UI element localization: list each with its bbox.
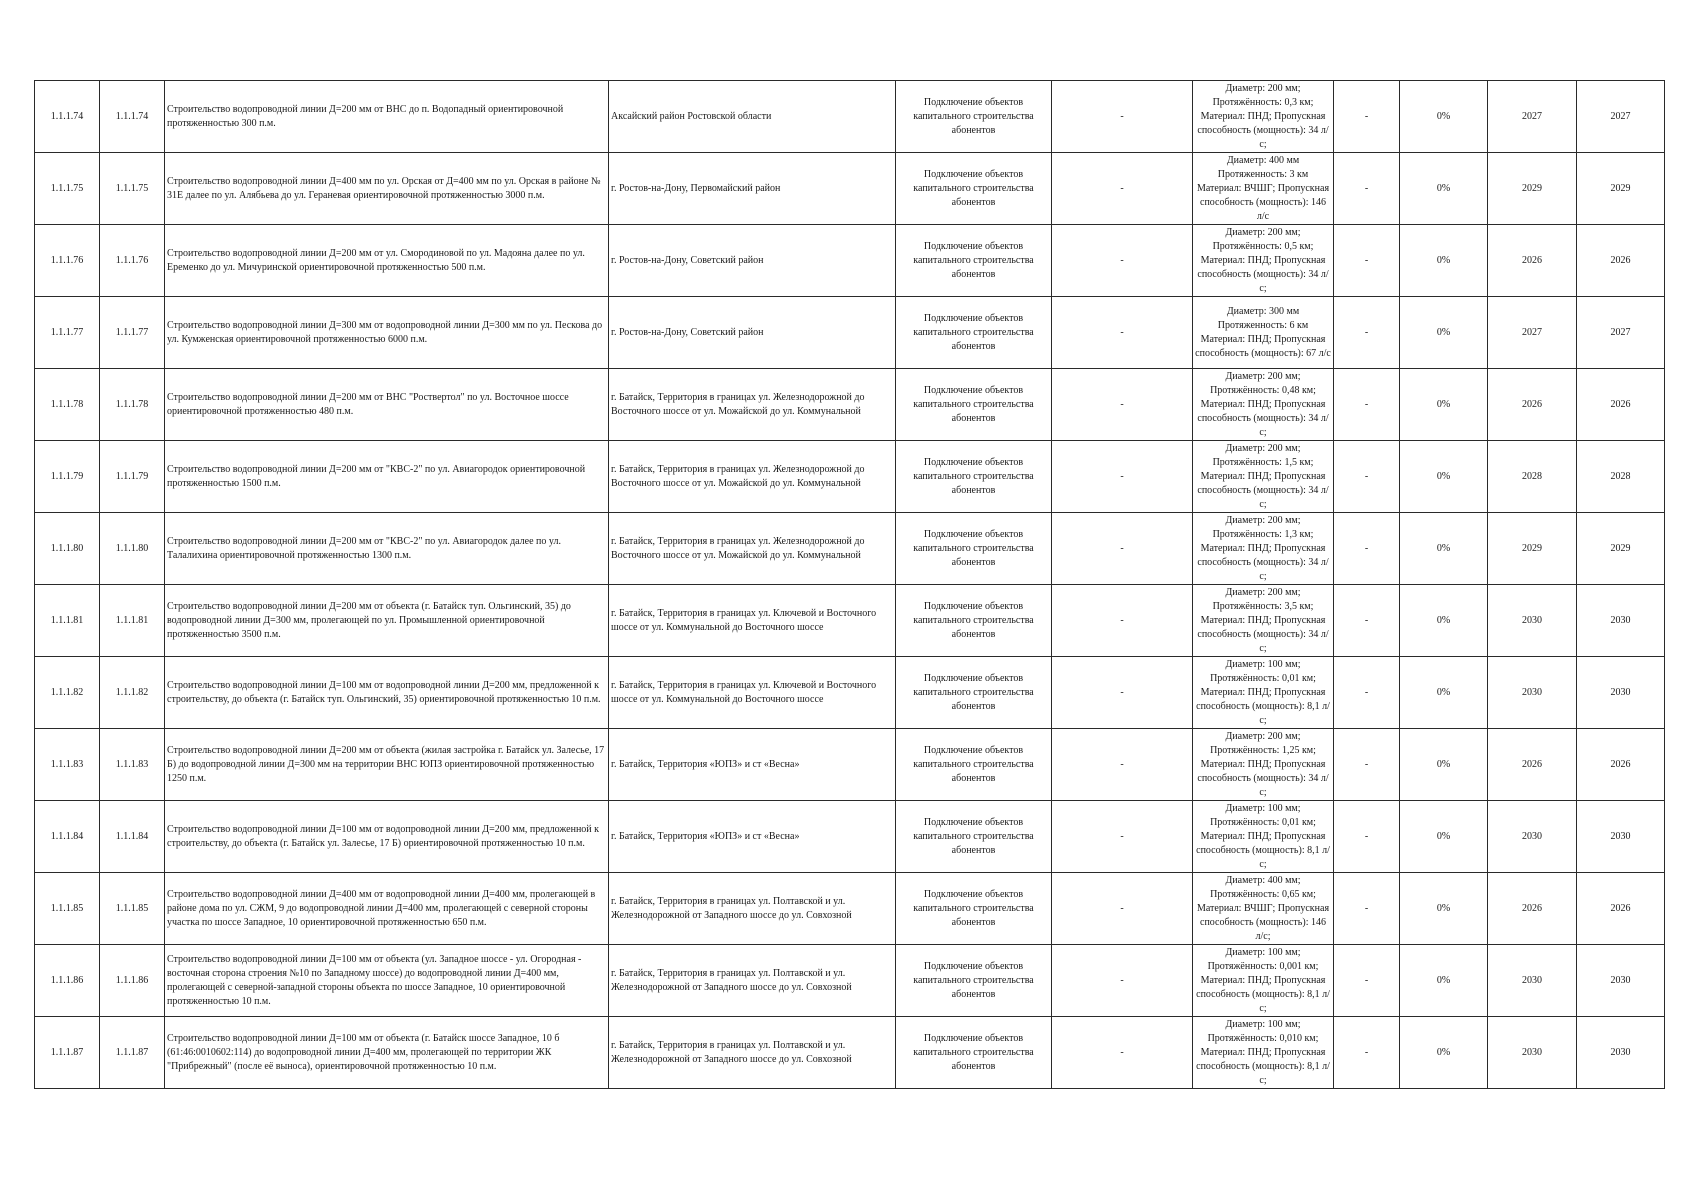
- end-year: 2028: [1577, 441, 1665, 513]
- project-location: г. Батайск, Территория «ЮПЗ» и ст «Весна»: [609, 729, 896, 801]
- start-year: 2030: [1488, 657, 1577, 729]
- start-year: 2027: [1488, 297, 1577, 369]
- project-name: Строительство водопроводной линии Д=300 мм от водопроводной линии Д=300 мм по ул. Пескова до ул. Кумженская ориентировочной протяженностью 6000 п.м.: [165, 297, 609, 369]
- row-number: 1.1.1.77: [35, 297, 100, 369]
- technical-spec: Диаметр: 100 мм; Протяжённость: 0,01 км; Материал: ПНД; Пропускная способность (мощность): 8,1 л/с;: [1193, 801, 1334, 873]
- row-code: 1.1.1.75: [100, 153, 165, 225]
- row-code: 1.1.1.87: [100, 1017, 165, 1089]
- project-location: г. Батайск, Территория в границах ул. Ключевой и Восточного шоссе от ул. Коммунальной до Восточного шоссе: [609, 657, 896, 729]
- project-purpose: Подключение объектов капитального строительства абонентов: [896, 585, 1052, 657]
- row-number: 1.1.1.84: [35, 801, 100, 873]
- completion-percent: 0%: [1400, 225, 1488, 297]
- table-row: [35, 585, 1665, 657]
- completion-percent: 0%: [1400, 657, 1488, 729]
- dash-cell: -: [1334, 1017, 1400, 1089]
- project-location: г. Батайск, Территория в границах ул. Полтавской и ул. Железнодорожной от Западного шоссе до ул. Совхозной: [609, 945, 896, 1017]
- project-location: г. Батайск, Территория в границах ул. Железнодорожной до Восточного шоссе от ул. Можайской до ул. Коммунальной: [609, 441, 896, 513]
- end-year: 2029: [1577, 153, 1665, 225]
- completion-percent: 0%: [1400, 873, 1488, 945]
- project-name: Строительство водопроводной линии Д=400 мм по ул. Орская от Д=400 мм по ул. Орская в районе № 31Е далее по ул. Алябьева до ул. Гераневая ориентировочной протяженностью 3000 п.м.: [165, 153, 609, 225]
- table-row: [35, 729, 1665, 801]
- dash-cell: -: [1052, 729, 1193, 801]
- project-purpose: Подключение объектов капитального строительства абонентов: [896, 153, 1052, 225]
- row-number: 1.1.1.78: [35, 369, 100, 441]
- project-purpose: Подключение объектов капитального строительства абонентов: [896, 297, 1052, 369]
- dash-cell: -: [1334, 873, 1400, 945]
- dash-cell: -: [1052, 945, 1193, 1017]
- row-code: 1.1.1.81: [100, 585, 165, 657]
- dash-cell: -: [1334, 657, 1400, 729]
- start-year: 2026: [1488, 873, 1577, 945]
- dash-cell: -: [1334, 225, 1400, 297]
- row-code: 1.1.1.79: [100, 441, 165, 513]
- row-number: 1.1.1.74: [35, 81, 100, 153]
- row-number: 1.1.1.75: [35, 153, 100, 225]
- row-number: 1.1.1.81: [35, 585, 100, 657]
- row-number: 1.1.1.85: [35, 873, 100, 945]
- completion-percent: 0%: [1400, 729, 1488, 801]
- dash-cell: -: [1334, 369, 1400, 441]
- project-location: г. Батайск, Территория в границах ул. Полтавской и ул. Железнодорожной от Западного шоссе до ул. Совхозной: [609, 873, 896, 945]
- project-name: Строительство водопроводной линии Д=100 мм от объекта (г. Батайск шоссе Западное, 10 б (61:46:0010602:114) до водопроводной линии Д=400 мм, пролегающей по территории ЖК "Прибрежный" (после её выноса), ориентировочной протяженностью 10 п.м.: [165, 1017, 609, 1089]
- end-year: 2027: [1577, 81, 1665, 153]
- table-row: [35, 81, 1665, 153]
- project-location: г. Батайск, Территория в границах ул. Ключевой и Восточного шоссе от ул. Коммунальной до Восточного шоссе: [609, 585, 896, 657]
- project-name: Строительство водопроводной линии Д=200 мм от ВНС до п. Водопадный ориентировочной протяженностью 300 п.м.: [165, 81, 609, 153]
- start-year: 2026: [1488, 225, 1577, 297]
- row-code: 1.1.1.76: [100, 225, 165, 297]
- row-number: 1.1.1.76: [35, 225, 100, 297]
- row-number: 1.1.1.87: [35, 1017, 100, 1089]
- row-code: 1.1.1.74: [100, 81, 165, 153]
- row-number: 1.1.1.83: [35, 729, 100, 801]
- completion-percent: 0%: [1400, 369, 1488, 441]
- technical-spec: Диаметр: 200 мм; Протяжённость: 1,3 км; Материал: ПНД; Пропускная способность (мощность): 34 л/с;: [1193, 513, 1334, 585]
- investment-table: [34, 80, 1665, 1089]
- dash-cell: -: [1052, 81, 1193, 153]
- start-year: 2029: [1488, 153, 1577, 225]
- technical-spec: Диаметр: 100 мм; Протяжённость: 0,001 км; Материал: ПНД; Пропускная способность (мощность): 8,1 л/с;: [1193, 945, 1334, 1017]
- end-year: 2026: [1577, 873, 1665, 945]
- end-year: 2026: [1577, 729, 1665, 801]
- table-row: [35, 297, 1665, 369]
- project-name: Строительство водопроводной линии Д=200 мм от объекта (жилая застройка г. Батайск ул. Залесье, 17 Б) до водопроводной линии Д=300 мм на территории ВНС ЮПЗ ориентировочной протяженностью 1250 п.м.: [165, 729, 609, 801]
- table-row: [35, 441, 1665, 513]
- dash-cell: -: [1052, 873, 1193, 945]
- completion-percent: 0%: [1400, 441, 1488, 513]
- table-body: [35, 81, 1665, 1089]
- row-number: 1.1.1.82: [35, 657, 100, 729]
- project-location: г. Ростов-на-Дону, Первомайский район: [609, 153, 896, 225]
- dash-cell: -: [1334, 801, 1400, 873]
- row-code: 1.1.1.84: [100, 801, 165, 873]
- table-row: [35, 153, 1665, 225]
- dash-cell: -: [1052, 657, 1193, 729]
- table-row: [35, 225, 1665, 297]
- row-code: 1.1.1.85: [100, 873, 165, 945]
- end-year: 2030: [1577, 1017, 1665, 1089]
- row-code: 1.1.1.77: [100, 297, 165, 369]
- end-year: 2030: [1577, 945, 1665, 1017]
- start-year: 2026: [1488, 369, 1577, 441]
- dash-cell: -: [1052, 513, 1193, 585]
- completion-percent: 0%: [1400, 945, 1488, 1017]
- completion-percent: 0%: [1400, 1017, 1488, 1089]
- dash-cell: -: [1334, 729, 1400, 801]
- table-row: [35, 801, 1665, 873]
- row-number: 1.1.1.79: [35, 441, 100, 513]
- row-code: 1.1.1.82: [100, 657, 165, 729]
- completion-percent: 0%: [1400, 585, 1488, 657]
- completion-percent: 0%: [1400, 513, 1488, 585]
- project-location: г. Батайск, Территория в границах ул. Полтавской и ул. Железнодорожной от Западного шоссе до ул. Совхозной: [609, 1017, 896, 1089]
- project-name: Строительство водопроводной линии Д=200 мм от ул. Смородиновой по ул. Мадояна далее по ул. Еременко до ул. Мичуринской ориентировочной протяженностью 500 п.м.: [165, 225, 609, 297]
- end-year: 2026: [1577, 225, 1665, 297]
- row-code: 1.1.1.83: [100, 729, 165, 801]
- dash-cell: -: [1334, 297, 1400, 369]
- project-purpose: Подключение объектов капитального строительства абонентов: [896, 873, 1052, 945]
- dash-cell: -: [1334, 513, 1400, 585]
- project-location: г. Батайск, Территория в границах ул. Железнодорожной до Восточного шоссе от ул. Можайской до ул. Коммунальной: [609, 369, 896, 441]
- project-purpose: Подключение объектов капитального строительства абонентов: [896, 657, 1052, 729]
- dash-cell: -: [1334, 153, 1400, 225]
- table-row: [35, 657, 1665, 729]
- table-row: [35, 873, 1665, 945]
- project-purpose: Подключение объектов капитального строительства абонентов: [896, 225, 1052, 297]
- end-year: 2030: [1577, 585, 1665, 657]
- start-year: 2030: [1488, 945, 1577, 1017]
- end-year: 2030: [1577, 657, 1665, 729]
- start-year: 2030: [1488, 801, 1577, 873]
- technical-spec: Диаметр: 300 мм Протяженность: 6 км Материал: ПНД; Пропускная способность (мощность): 67 л/с: [1193, 297, 1334, 369]
- technical-spec: Диаметр: 200 мм; Протяжённость: 1,5 км; Материал: ПНД; Пропускная способность (мощность): 34 л/с;: [1193, 441, 1334, 513]
- technical-spec: Диаметр: 200 мм; Протяжённость: 0,48 км; Материал: ПНД; Пропускная способность (мощность): 34 л/с;: [1193, 369, 1334, 441]
- dash-cell: -: [1052, 801, 1193, 873]
- start-year: 2030: [1488, 585, 1577, 657]
- table-row: [35, 1017, 1665, 1089]
- dash-cell: -: [1052, 153, 1193, 225]
- start-year: 2029: [1488, 513, 1577, 585]
- completion-percent: 0%: [1400, 801, 1488, 873]
- row-code: 1.1.1.78: [100, 369, 165, 441]
- project-location: г. Батайск, Территория в границах ул. Железнодорожной до Восточного шоссе от ул. Можайской до ул. Коммунальной: [609, 513, 896, 585]
- project-name: Строительство водопроводной линии Д=100 мм от водопроводной линии Д=200 мм, предложенной к строительству, до объекта (г. Батайск туп. Ольгинский, 35) ориентировочной протяженностью 10 п.м.: [165, 657, 609, 729]
- start-year: 2027: [1488, 81, 1577, 153]
- dash-cell: -: [1334, 945, 1400, 1017]
- project-purpose: Подключение объектов капитального строительства абонентов: [896, 369, 1052, 441]
- project-name: Строительство водопроводной линии Д=200 мм от "КВС-2" по ул. Авиагородок далее по ул. Талалихина ориентировочной протяженностью 1300 п.м.: [165, 513, 609, 585]
- project-location: г. Ростов-на-Дону, Советский район: [609, 297, 896, 369]
- dash-cell: -: [1052, 441, 1193, 513]
- row-code: 1.1.1.80: [100, 513, 165, 585]
- row-code: 1.1.1.86: [100, 945, 165, 1017]
- project-purpose: Подключение объектов капитального строительства абонентов: [896, 513, 1052, 585]
- technical-spec: Диаметр: 200 мм; Протяжённость: 1,25 км; Материал: ПНД; Пропускная способность (мощность): 34 л/с;: [1193, 729, 1334, 801]
- project-purpose: Подключение объектов капитального строительства абонентов: [896, 801, 1052, 873]
- project-purpose: Подключение объектов капитального строительства абонентов: [896, 945, 1052, 1017]
- project-name: Строительство водопроводной линии Д=100 мм от водопроводной линии Д=200 мм, предложенной к строительству, до объекта (г. Батайск ул. Залесье, 17 Б) ориентировочной протяженностью 10 п.м.: [165, 801, 609, 873]
- project-name: Строительство водопроводной линии Д=100 мм от объекта (ул. Западное шоссе - ул. Огородная - восточная сторона строения №10 по Западному шоссе) до водопроводной линии Д=400 мм, пролегающей с северной-западной стороны объекта по шоссе Западное, 10 ориентировочной протяженностью 10 п.м.: [165, 945, 609, 1017]
- project-location: Аксайский район Ростовской области: [609, 81, 896, 153]
- technical-spec: Диаметр: 200 мм; Протяжённость: 3,5 км; Материал: ПНД; Пропускная способность (мощность): 34 л/с;: [1193, 585, 1334, 657]
- project-purpose: Подключение объектов капитального строительства абонентов: [896, 729, 1052, 801]
- start-year: 2030: [1488, 1017, 1577, 1089]
- project-location: г. Ростов-на-Дону, Советский район: [609, 225, 896, 297]
- dash-cell: -: [1334, 585, 1400, 657]
- dash-cell: -: [1334, 441, 1400, 513]
- end-year: 2030: [1577, 801, 1665, 873]
- completion-percent: 0%: [1400, 153, 1488, 225]
- project-name: Строительство водопроводной линии Д=200 мм от объекта (г. Батайск туп. Ольгинский, 35) до водопроводной линии Д=300 мм, пролегающей по ул. Промышленной ориентировочной протяженностью 3500 п.м.: [165, 585, 609, 657]
- end-year: 2027: [1577, 297, 1665, 369]
- dash-cell: -: [1052, 225, 1193, 297]
- completion-percent: 0%: [1400, 81, 1488, 153]
- project-name: Строительство водопроводной линии Д=400 мм от водопроводной линии Д=400 мм, пролегающей в районе дома по ул. СЖМ, 9 до водопроводной линии Д=400 мм, пролегающей с северной стороны участка по шоссе Западное, 10 ориентировочной протяженностью 650 п.м.: [165, 873, 609, 945]
- technical-spec: Диаметр: 200 мм; Протяжённость: 0,5 км; Материал: ПНД; Пропускная способность (мощность): 34 л/с;: [1193, 225, 1334, 297]
- technical-spec: Диаметр: 400 мм Протяженность: 3 км Материал: ВЧШГ; Пропускная способность (мощность): 146 л/с: [1193, 153, 1334, 225]
- technical-spec: Диаметр: 200 мм; Протяжённость: 0,3 км; Материал: ПНД; Пропускная способность (мощность): 34 л/с;: [1193, 81, 1334, 153]
- project-location: г. Батайск, Территория «ЮПЗ» и ст «Весна»: [609, 801, 896, 873]
- dash-cell: -: [1334, 81, 1400, 153]
- row-number: 1.1.1.86: [35, 945, 100, 1017]
- technical-spec: Диаметр: 100 мм; Протяжённость: 0,01 км; Материал: ПНД; Пропускная способность (мощность): 8,1 л/с;: [1193, 657, 1334, 729]
- project-name: Строительство водопроводной линии Д=200 мм от ВНС "Роствертол" по ул. Восточное шоссе ориентировочной протяженностью 480 п.м.: [165, 369, 609, 441]
- table-row: [35, 945, 1665, 1017]
- technical-spec: Диаметр: 100 мм; Протяжённость: 0,010 км; Материал: ПНД; Пропускная способность (мощность): 8,1 л/с;: [1193, 1017, 1334, 1089]
- project-purpose: Подключение объектов капитального строительства абонентов: [896, 81, 1052, 153]
- project-name: Строительство водопроводной линии Д=200 мм от "КВС-2" по ул. Авиагородок ориентировочной протяженностью 1500 п.м.: [165, 441, 609, 513]
- end-year: 2029: [1577, 513, 1665, 585]
- dash-cell: -: [1052, 585, 1193, 657]
- dash-cell: -: [1052, 369, 1193, 441]
- dash-cell: -: [1052, 297, 1193, 369]
- dash-cell: -: [1052, 1017, 1193, 1089]
- table-row: [35, 513, 1665, 585]
- row-number: 1.1.1.80: [35, 513, 100, 585]
- table-row: [35, 369, 1665, 441]
- start-year: 2028: [1488, 441, 1577, 513]
- technical-spec: Диаметр: 400 мм; Протяжённость: 0,65 км; Материал: ВЧШГ; Пропускная способность (мощность): 146 л/с;: [1193, 873, 1334, 945]
- project-purpose: Подключение объектов капитального строительства абонентов: [896, 441, 1052, 513]
- end-year: 2026: [1577, 369, 1665, 441]
- project-purpose: Подключение объектов капитального строительства абонентов: [896, 1017, 1052, 1089]
- start-year: 2026: [1488, 729, 1577, 801]
- completion-percent: 0%: [1400, 297, 1488, 369]
